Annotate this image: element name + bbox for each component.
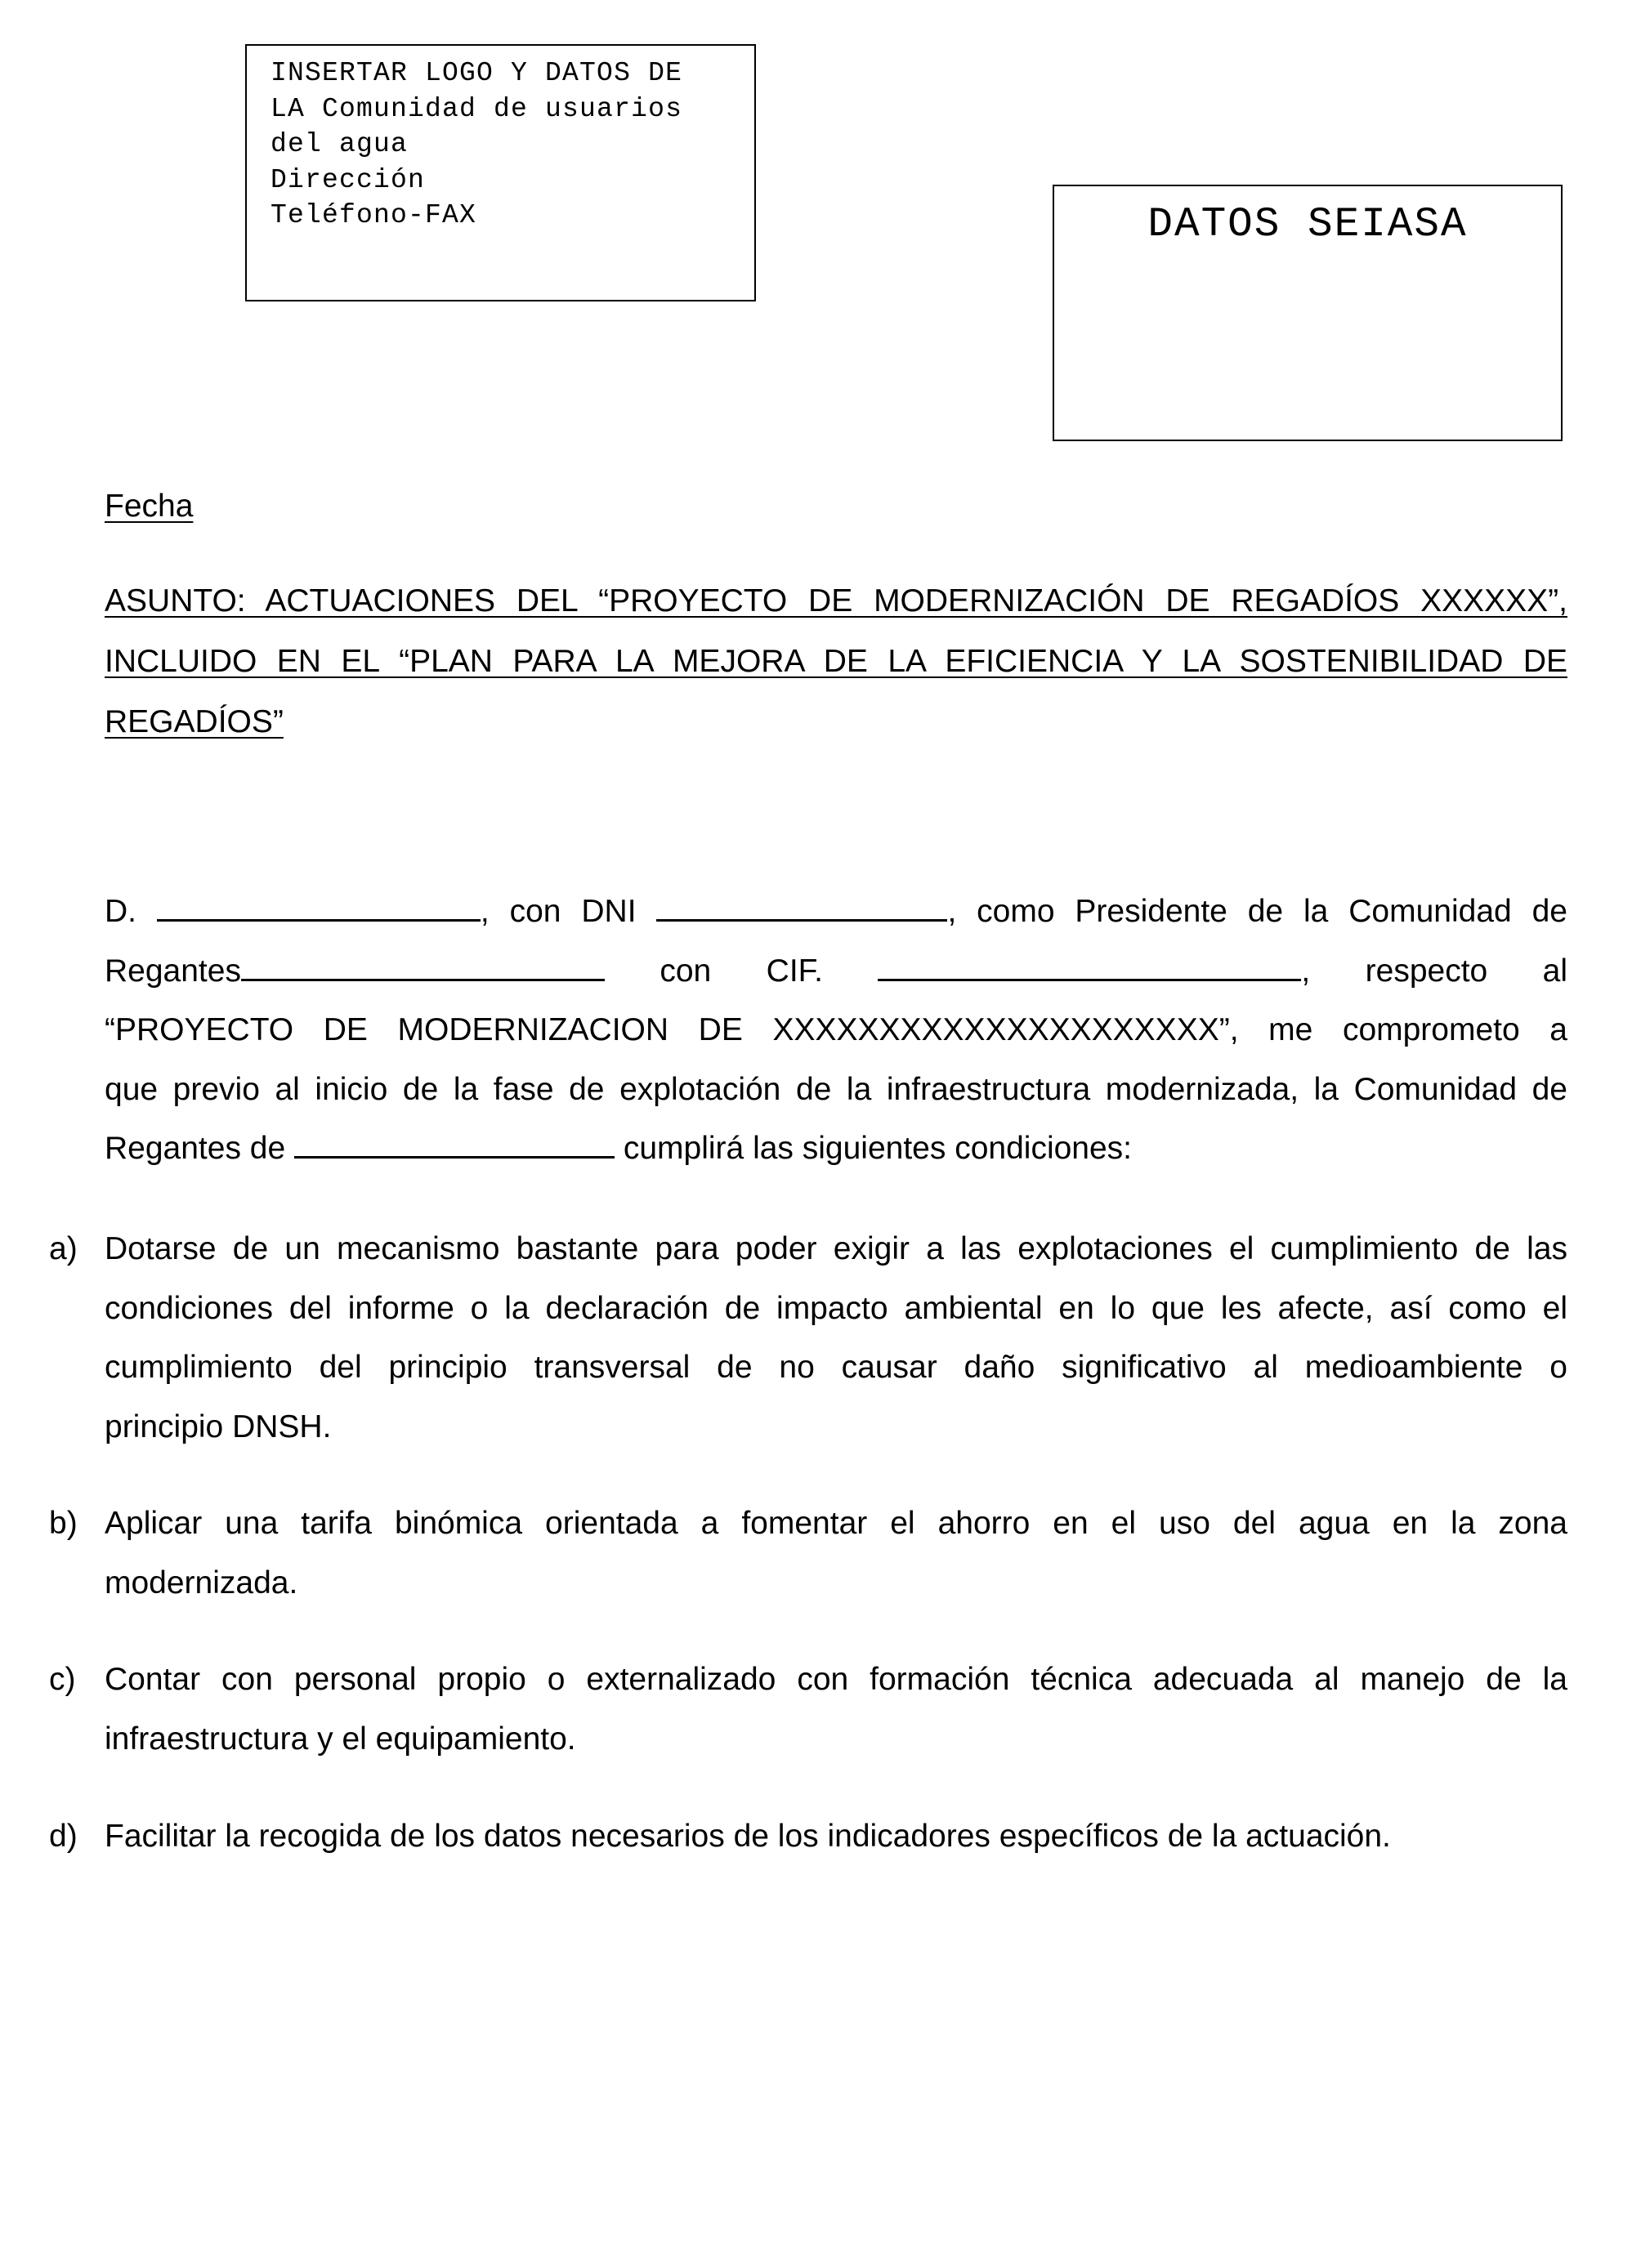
declaration-text: respecto xyxy=(1365,953,1488,989)
condition-line: condiciones del informe o la declaración de impacto ambiental en lo que les afecte, así como el xyxy=(105,1290,1567,1326)
community-blank-field[interactable] xyxy=(241,951,605,981)
sender-line: LA Comunidad de usuarios xyxy=(271,93,683,124)
declaration-text: , con DNI xyxy=(480,894,637,929)
declaration-line xyxy=(105,882,1567,942)
condition-item xyxy=(49,1807,1567,1867)
declaration-text: D. xyxy=(105,894,136,929)
condition-line: principio DNSH. xyxy=(105,1409,332,1444)
declaration-text: CIF. xyxy=(766,953,823,989)
condition-line: Dotarse de un mecanismo bastante para poder exigir a las explotaciones el cumplimiento de las xyxy=(105,1231,1567,1266)
declaration-line xyxy=(105,942,1567,1002)
name-blank-field[interactable] xyxy=(157,891,481,922)
declaration-text: Regantes xyxy=(105,953,241,989)
recipient-label: DATOS SEIASA xyxy=(1147,202,1468,248)
subject-line: INCLUIDO EN EL “PLAN PARA LA MEJORA DE LA EFICIENCIA Y LA SOSTENIBILIDAD DE xyxy=(105,644,1567,679)
sender-line: Teléfono-FAX xyxy=(271,200,477,230)
condition-line: Facilitar la recogida de los datos necesarios de los indicadores específicos de la actuación. xyxy=(105,1819,1391,1854)
recipient-address-box xyxy=(1053,185,1563,441)
regantes-blank-field[interactable] xyxy=(294,1128,615,1159)
cif-blank-field[interactable] xyxy=(878,951,1301,981)
condition-line: modernizada. xyxy=(105,1565,298,1601)
list-marker: d) xyxy=(49,1819,78,1854)
declaration-paragraph xyxy=(105,882,1567,1179)
list-marker: a) xyxy=(49,1231,78,1266)
subject-heading xyxy=(105,571,1567,752)
list-marker: b) xyxy=(49,1506,78,1541)
subject-line: ASUNTO: ACTUACIONES DEL “PROYECTO DE MODERNIZACIÓN DE REGADÍOS XXXXXX”, xyxy=(105,583,1567,618)
sender-letterhead-box xyxy=(245,44,756,301)
subject-line: REGADÍOS” xyxy=(105,704,284,739)
declaration-text: cumplirá las siguientes condiciones: xyxy=(623,1131,1133,1166)
declaration-text: al xyxy=(1542,953,1568,989)
condition-line: Aplicar una tarifa binómica orientada a fomentar el ahorro en el uso del agua en la zona xyxy=(105,1506,1567,1541)
condition-item xyxy=(49,1650,1567,1769)
condition-item xyxy=(49,1494,1567,1613)
declaration-text: con xyxy=(660,953,712,989)
dni-blank-field[interactable] xyxy=(656,891,947,922)
condition-line: cumplimiento del principio transversal de no causar daño significativo al medioambiente o xyxy=(105,1350,1567,1385)
condition-line: Contar con personal propio o externalizado con formación técnica adecuada al manejo de la xyxy=(105,1662,1567,1697)
declaration-line xyxy=(105,1119,1567,1179)
sender-line: Dirección xyxy=(271,164,426,195)
declaration-line: que previo al inicio de la fase de explotación de la infraestructura modernizada, la Comunidad de xyxy=(105,1071,1567,1107)
sender-line: del agua xyxy=(271,129,409,159)
declaration-text: , como Presidente de la Comunidad de xyxy=(947,894,1567,929)
condition-item xyxy=(49,1220,1567,1457)
sender-line: INSERTAR LOGO Y DATOS DE xyxy=(271,58,683,88)
condition-line: infraestructura y el equipamiento. xyxy=(105,1721,576,1757)
declaration-text: , xyxy=(1301,953,1311,989)
declaration-line: “PROYECTO DE MODERNIZACION DE XXXXXXXXXXXXXXXXXXXXX”, me comprometo a xyxy=(105,1012,1567,1047)
declaration-text: Regantes de xyxy=(105,1131,286,1166)
date-label: Fecha xyxy=(105,489,194,524)
list-marker: c) xyxy=(49,1662,76,1697)
